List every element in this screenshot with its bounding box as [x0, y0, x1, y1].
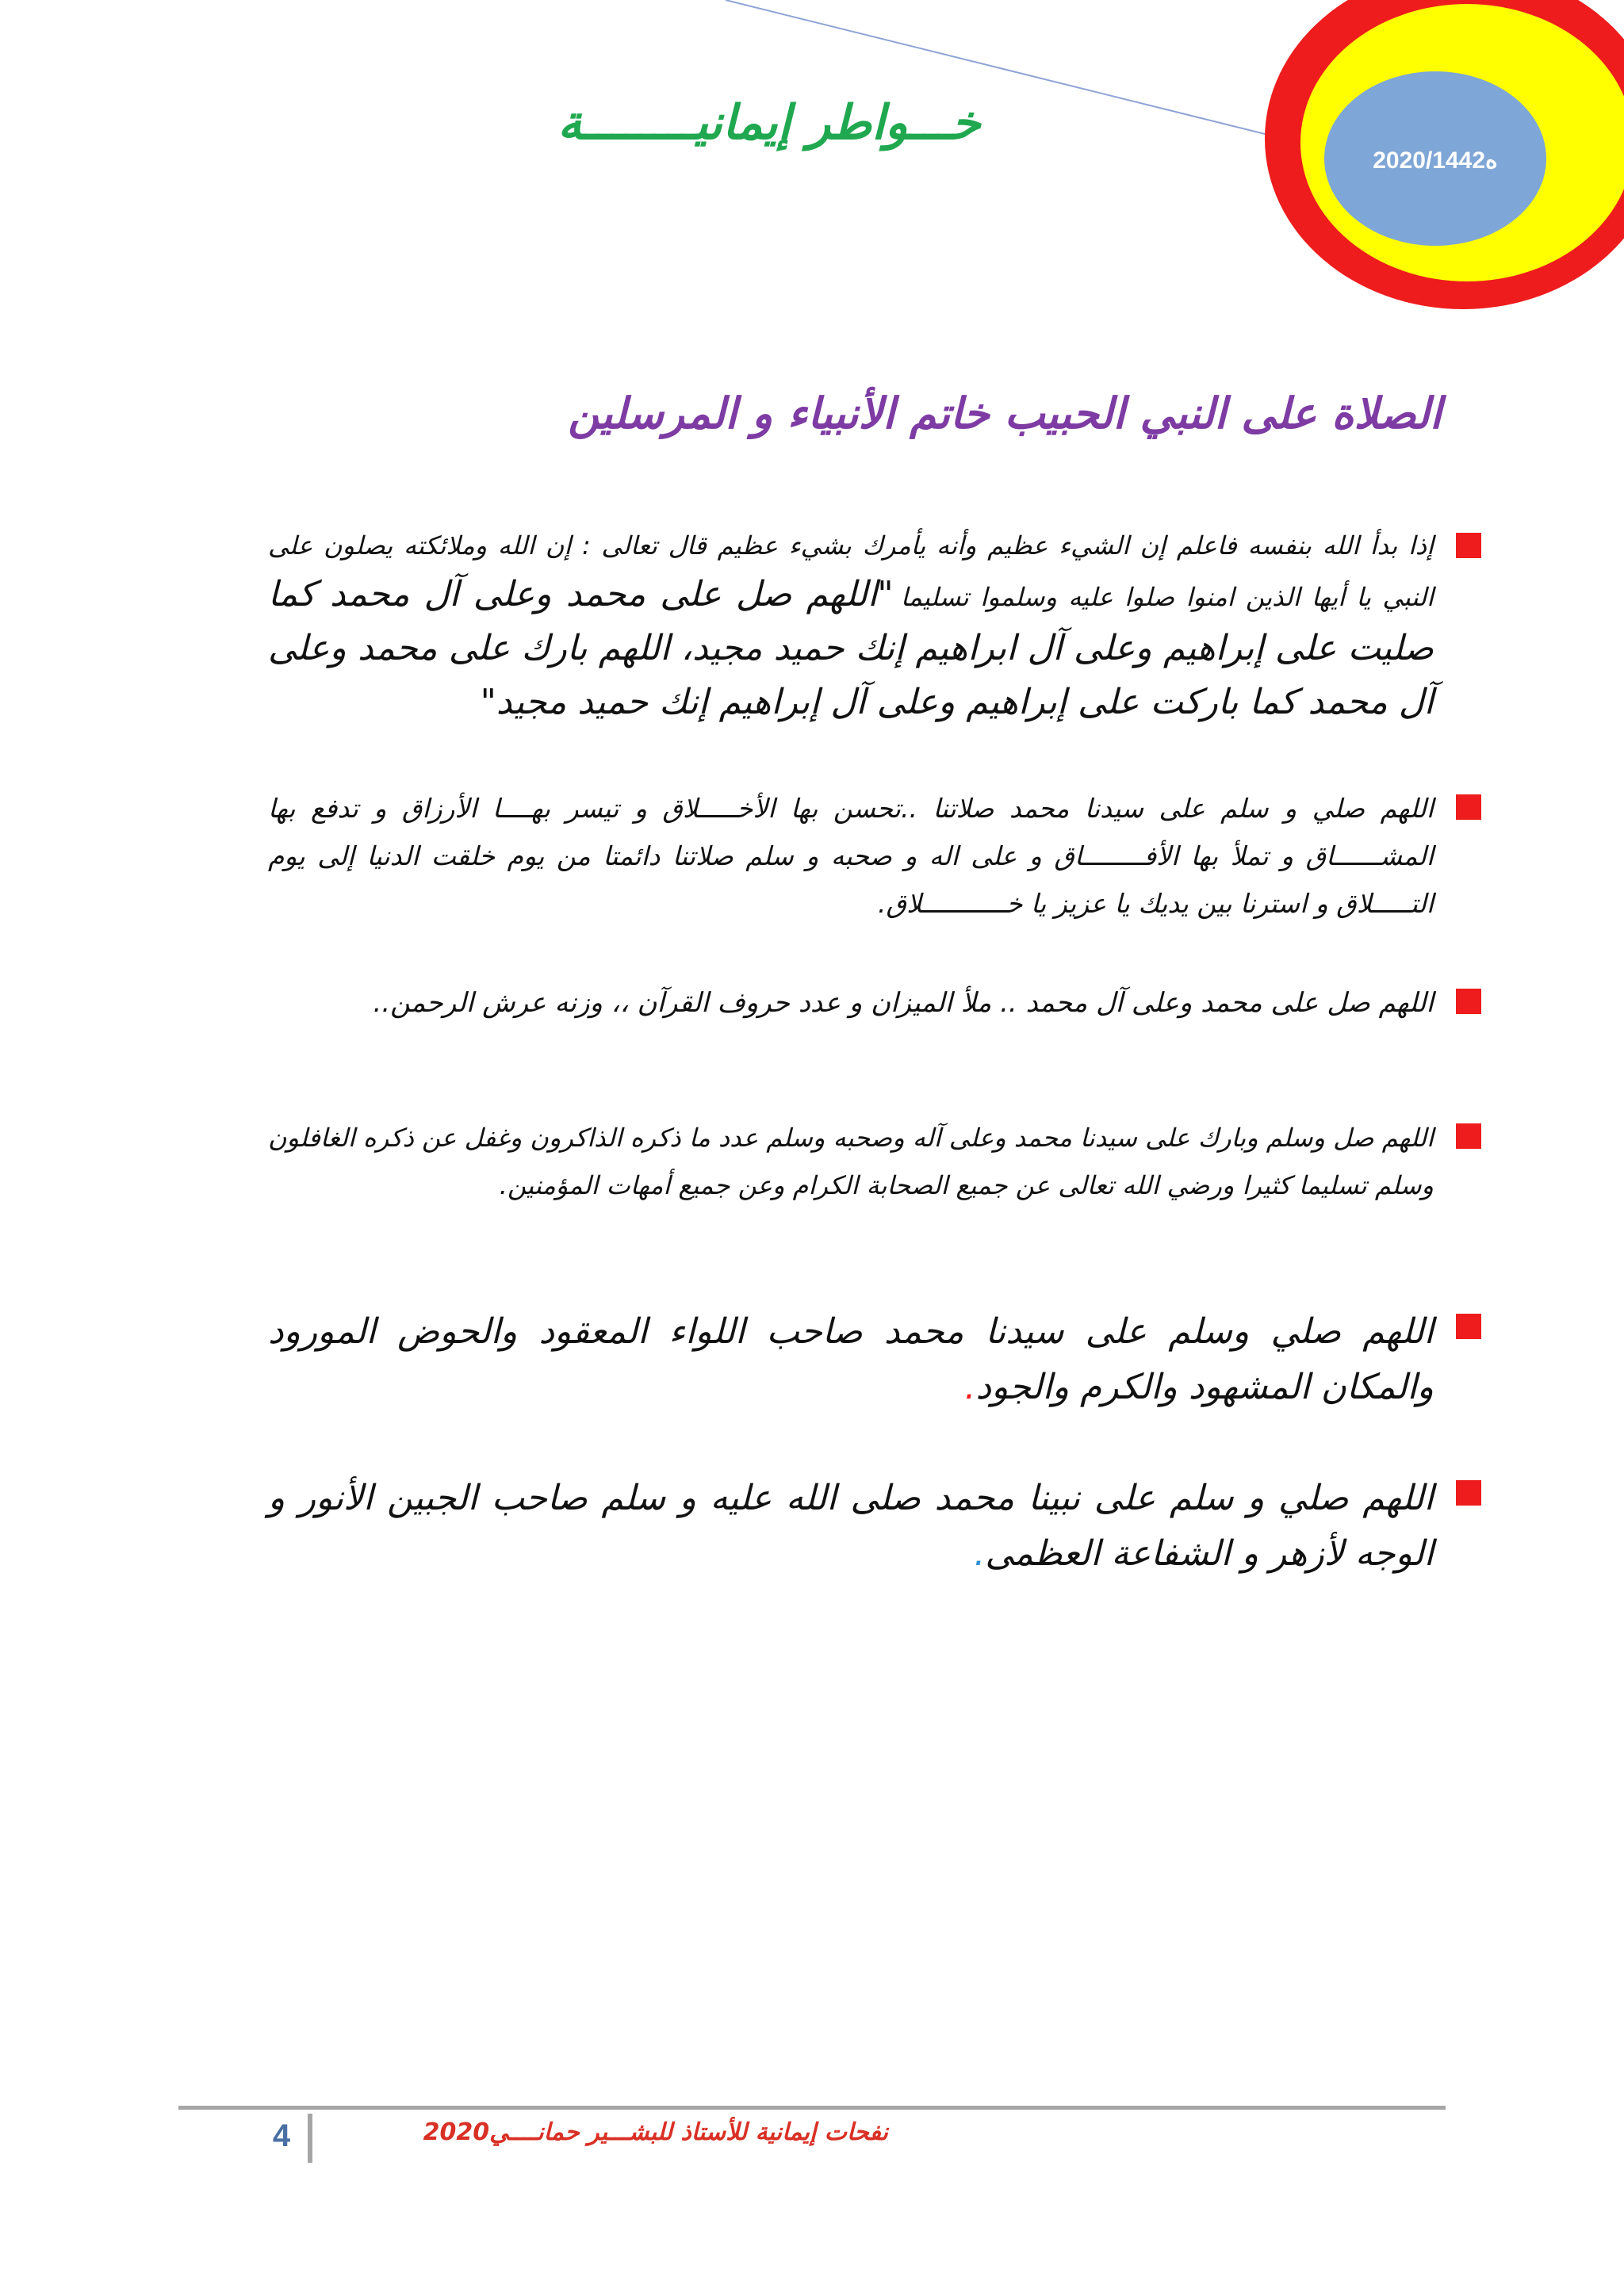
prayer-item-6: [268, 1471, 1434, 1582]
bullet-marker: [1456, 533, 1481, 558]
prayer-item-3-text: اللهم صل على محمد وعلى آل محمد .. ملأ الميزان و عدد حروف القرآن ،، وزنه عرش الرحمن..: [373, 987, 1434, 1019]
footer-rule: [178, 2106, 1446, 2110]
header-title: خـــواطر إيمانيــــــــة: [557, 95, 981, 151]
bullet-marker: [1456, 1123, 1481, 1149]
prayer-item-1-text: "اللهم صل على محمد وعلى آل محمد كما صليت على إبراهيم وعلى آل ابراهيم إنك حميد مجيد، اللهم بارك على محمد وعلى آل محمد كما باركت على إبراهيم وعلى آل إبراهيم إنك حميد مجيد": [268, 574, 1434, 722]
prayer-item-4: [268, 1114, 1434, 1209]
bullet-marker: [1456, 989, 1481, 1014]
bullet-marker: [1456, 1480, 1481, 1506]
page-number: 4: [272, 2118, 291, 2153]
prayer-item-5-text: اللهم صلي وسلم على سيدنا محمد صاحب اللواء المعقود والحوض المورود والمكان المشهود والكرم والجود: [268, 1311, 1434, 1407]
prayer-item-5-period: .: [964, 1367, 976, 1407]
footer-divider: [308, 2114, 312, 2163]
bullet-marker: [1456, 1314, 1481, 1339]
prayer-item-6-text: اللهم صلي و سلم على نبينا محمد صلى الله عليه و سلم صاحب الجبين الأنور و الوجه لأزهر و الشفاعة العظمى: [268, 1478, 1434, 1574]
prayer-item-2: [268, 785, 1434, 928]
footer-text: نفحات إيمانية للأستاذ للبشـــير حمانــــي2020: [423, 2118, 888, 2146]
prayer-item-1-lead: إذا بدأ الله بنفسه فاعلم إن الشيء عظيم وأنه يأمرك بشيء عظيم قال تعالى : إن الله وملائكته يصلون على النبي يا أيها الذين امنوا صلوا عليه وسلموا تسليما: [268, 530, 1434, 612]
bullet-marker: [1456, 794, 1481, 820]
prayer-item-5: [268, 1304, 1434, 1415]
prayer-item-3: [268, 979, 1434, 1027]
prayer-item-2-text: اللهم صلي و سلم على سيدنا محمد صلاتنا ..تحسن بها الأخـــــلاق و تيسر بهــــا الأرزاق و تدفع بها المشــــــاق و تملأ بها الأفــــــــاق و على اله و صحبه و سلم صلاتنا دائمتا من يوم خلقت الدنيا إلى يوم التـــــلاق و استرنا بين يديك يا عزيز يا خـــــــــــلاق.: [268, 793, 1434, 919]
section-title: الصلاة على النبي الحبيب خاتم الأنبياء و المرسلين: [568, 388, 1442, 438]
prayer-item-6-period: .: [974, 1533, 986, 1574]
prayer-item-1: [268, 523, 1434, 729]
year-badge: 2020/ه1442: [1373, 147, 1498, 174]
prayer-item-4-text: اللهم صل وسلم وبارك على سيدنا محمد وعلى آله وصحبه وسلم عدد ما ذكره الذاكرون وغفل عن ذكره الغافلون وسلم تسليما كثيرا ورضي الله تعالى عن جميع الصحابة الكرام وعن جميع أمهات المؤمنين.: [268, 1123, 1434, 1200]
